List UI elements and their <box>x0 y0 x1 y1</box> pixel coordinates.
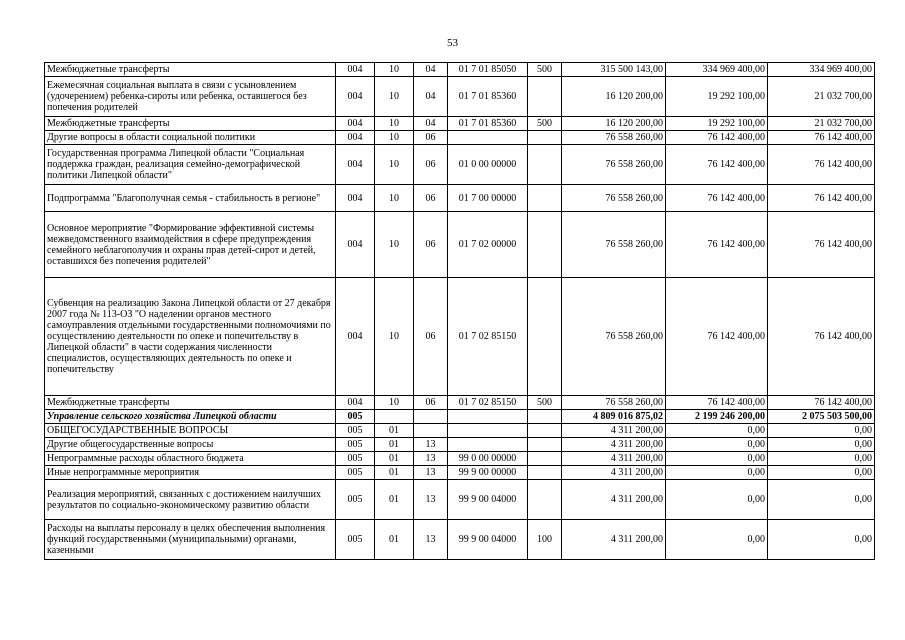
ministry-code-cell: 004 <box>336 131 375 145</box>
ministry-code-cell: 005 <box>336 424 375 438</box>
row-name-cell: Иные непрограммные мероприятия <box>45 466 336 480</box>
subsection-code-cell: 13 <box>414 438 448 452</box>
expense-type-cell <box>528 438 562 452</box>
expense-type-cell: 500 <box>528 117 562 131</box>
amount-year3-cell: 0,00 <box>768 480 875 520</box>
amount-year3-cell: 334 969 400,00 <box>768 63 875 77</box>
amount-year3-cell: 76 142 400,00 <box>768 185 875 212</box>
section-code-cell: 10 <box>375 212 414 278</box>
amount-year3-cell: 0,00 <box>768 466 875 480</box>
subsection-code-cell: 04 <box>414 63 448 77</box>
section-code-cell <box>375 410 414 424</box>
row-name-cell: Межбюджетные трансферты <box>45 117 336 131</box>
target-article-cell: 01 7 02 85150 <box>448 278 528 396</box>
section-code-cell: 10 <box>375 77 414 117</box>
expense-type-cell <box>528 480 562 520</box>
amount-year2-cell: 76 142 400,00 <box>666 131 768 145</box>
amount-year2-cell: 76 142 400,00 <box>666 145 768 185</box>
row-name-cell: Непрограммные расходы областного бюджета <box>45 452 336 466</box>
section-code-cell: 01 <box>375 520 414 560</box>
table-row <box>45 396 875 410</box>
row-name-cell: Межбюджетные трансферты <box>45 396 336 410</box>
row-name-cell: Ежемесячная социальная выплата в связи с усыновлением (удочерением) ребенка-сироты или ребенка, оставшегося без попечения родителей <box>45 77 336 117</box>
amount-year1-cell: 76 558 260,00 <box>562 396 666 410</box>
amount-year2-cell: 0,00 <box>666 480 768 520</box>
section-code-cell: 10 <box>375 131 414 145</box>
amount-year3-cell: 76 142 400,00 <box>768 145 875 185</box>
row-name-cell: Основное мероприятие "Формирование эффективной системы межведомственного взаимодействия в сфере предупреждения семейного неблагополучия и охраны прав детей-сирот и детей, оставшихся без попечения родителей" <box>45 212 336 278</box>
table-row <box>45 480 875 520</box>
section-code-cell: 01 <box>375 452 414 466</box>
budget-table <box>44 62 875 560</box>
target-article-cell: 01 7 02 00000 <box>448 212 528 278</box>
amount-year1-cell: 16 120 200,00 <box>562 117 666 131</box>
subsection-code-cell: 04 <box>414 77 448 117</box>
table-row <box>45 438 875 452</box>
subsection-code-cell: 06 <box>414 131 448 145</box>
table-row <box>45 520 875 560</box>
expense-type-cell <box>528 410 562 424</box>
amount-year2-cell: 76 142 400,00 <box>666 396 768 410</box>
expense-type-cell <box>528 452 562 466</box>
target-article-cell: 01 7 01 85360 <box>448 77 528 117</box>
target-article-cell: 99 9 00 04000 <box>448 480 528 520</box>
amount-year1-cell: 4 311 200,00 <box>562 424 666 438</box>
amount-year2-cell: 76 142 400,00 <box>666 212 768 278</box>
subsection-code-cell: 06 <box>414 278 448 396</box>
table-row <box>45 278 875 396</box>
amount-year3-cell: 2 075 503 500,00 <box>768 410 875 424</box>
ministry-code-cell: 005 <box>336 438 375 452</box>
row-name-cell: Государственная программа Липецкой области "Социальная поддержка граждан, реализация семейно-демографической политики Липецкой области" <box>45 145 336 185</box>
row-name-cell: Управление сельского хозяйства Липецкой области <box>45 410 336 424</box>
row-name-cell: Подпрограмма "Благополучная семья - стабильность в регионе" <box>45 185 336 212</box>
amount-year1-cell: 16 120 200,00 <box>562 77 666 117</box>
expense-type-cell <box>528 185 562 212</box>
target-article-cell <box>448 410 528 424</box>
amount-year3-cell: 76 142 400,00 <box>768 396 875 410</box>
target-article-cell <box>448 131 528 145</box>
target-article-cell: 99 0 00 00000 <box>448 452 528 466</box>
table-row <box>45 63 875 77</box>
table-row <box>45 452 875 466</box>
expense-type-cell <box>528 145 562 185</box>
table-row <box>45 131 875 145</box>
row-name-cell: ОБЩЕГОСУДАРСТВЕННЫЕ ВОПРОСЫ <box>45 424 336 438</box>
amount-year2-cell: 0,00 <box>666 466 768 480</box>
subsection-code-cell: 06 <box>414 145 448 185</box>
expense-type-cell <box>528 424 562 438</box>
subsection-code-cell: 13 <box>414 520 448 560</box>
ministry-code-cell: 004 <box>336 278 375 396</box>
amount-year1-cell: 76 558 260,00 <box>562 278 666 396</box>
ministry-code-cell: 004 <box>336 396 375 410</box>
ministry-code-cell: 005 <box>336 410 375 424</box>
ministry-code-cell: 005 <box>336 466 375 480</box>
section-code-cell: 01 <box>375 424 414 438</box>
amount-year3-cell: 21 032 700,00 <box>768 77 875 117</box>
row-name-cell: Реализация мероприятий, связанных с достижением наилучших результатов по социально-экономическому развитию области <box>45 480 336 520</box>
expense-type-cell <box>528 278 562 396</box>
subsection-code-cell: 13 <box>414 480 448 520</box>
subsection-code-cell: 06 <box>414 396 448 410</box>
ministry-code-cell: 005 <box>336 520 375 560</box>
amount-year1-cell: 4 311 200,00 <box>562 452 666 466</box>
amount-year1-cell: 76 558 260,00 <box>562 185 666 212</box>
amount-year1-cell: 4 809 016 875,02 <box>562 410 666 424</box>
table-row <box>45 117 875 131</box>
expense-type-cell: 500 <box>528 396 562 410</box>
expense-type-cell <box>528 131 562 145</box>
amount-year3-cell: 21 032 700,00 <box>768 117 875 131</box>
amount-year2-cell: 0,00 <box>666 452 768 466</box>
amount-year3-cell: 0,00 <box>768 520 875 560</box>
expense-type-cell <box>528 466 562 480</box>
table-row <box>45 424 875 438</box>
amount-year2-cell: 76 142 400,00 <box>666 278 768 396</box>
table-row <box>45 212 875 278</box>
target-article-cell: 01 7 01 85360 <box>448 117 528 131</box>
ministry-code-cell: 004 <box>336 185 375 212</box>
target-article-cell <box>448 424 528 438</box>
section-code-cell: 01 <box>375 466 414 480</box>
amount-year3-cell: 0,00 <box>768 424 875 438</box>
expense-type-cell <box>528 212 562 278</box>
table-body <box>45 63 875 560</box>
ministry-code-cell: 004 <box>336 117 375 131</box>
table-row <box>45 410 875 424</box>
section-code-cell: 01 <box>375 480 414 520</box>
ministry-code-cell: 004 <box>336 77 375 117</box>
expense-type-cell <box>528 77 562 117</box>
section-code-cell: 10 <box>375 145 414 185</box>
target-article-cell: 01 7 00 00000 <box>448 185 528 212</box>
section-code-cell: 10 <box>375 185 414 212</box>
amount-year1-cell: 4 311 200,00 <box>562 520 666 560</box>
ministry-code-cell: 005 <box>336 480 375 520</box>
table-row <box>45 145 875 185</box>
table-row <box>45 77 875 117</box>
ministry-code-cell: 004 <box>336 145 375 185</box>
amount-year1-cell: 76 558 260,00 <box>562 131 666 145</box>
ministry-code-cell: 004 <box>336 63 375 77</box>
amount-year3-cell: 0,00 <box>768 438 875 452</box>
target-article-cell: 01 7 02 85150 <box>448 396 528 410</box>
amount-year2-cell: 76 142 400,00 <box>666 185 768 212</box>
table-row <box>45 185 875 212</box>
amount-year3-cell: 0,00 <box>768 452 875 466</box>
ministry-code-cell: 005 <box>336 452 375 466</box>
expense-type-cell: 500 <box>528 63 562 77</box>
row-name-cell: Межбюджетные трансферты <box>45 63 336 77</box>
row-name-cell: Другие вопросы в области социальной политики <box>45 131 336 145</box>
expense-type-cell: 100 <box>528 520 562 560</box>
amount-year1-cell: 4 311 200,00 <box>562 466 666 480</box>
target-article-cell: 99 9 00 04000 <box>448 520 528 560</box>
amount-year2-cell: 0,00 <box>666 424 768 438</box>
amount-year3-cell: 76 142 400,00 <box>768 212 875 278</box>
subsection-code-cell: 13 <box>414 466 448 480</box>
amount-year1-cell: 76 558 260,00 <box>562 145 666 185</box>
amount-year1-cell: 76 558 260,00 <box>562 212 666 278</box>
target-article-cell: 01 0 00 00000 <box>448 145 528 185</box>
subsection-code-cell: 06 <box>414 212 448 278</box>
amount-year1-cell: 315 500 143,00 <box>562 63 666 77</box>
target-article-cell: 01 7 01 85050 <box>448 63 528 77</box>
amount-year2-cell: 19 292 100,00 <box>666 77 768 117</box>
subsection-code-cell: 04 <box>414 117 448 131</box>
amount-year3-cell: 76 142 400,00 <box>768 131 875 145</box>
target-article-cell: 99 9 00 00000 <box>448 466 528 480</box>
section-code-cell: 10 <box>375 396 414 410</box>
subsection-code-cell <box>414 424 448 438</box>
amount-year3-cell: 76 142 400,00 <box>768 278 875 396</box>
section-code-cell: 10 <box>375 63 414 77</box>
table-row <box>45 466 875 480</box>
amount-year2-cell: 0,00 <box>666 520 768 560</box>
section-code-cell: 01 <box>375 438 414 452</box>
amount-year2-cell: 19 292 100,00 <box>666 117 768 131</box>
ministry-code-cell: 004 <box>336 212 375 278</box>
section-code-cell: 10 <box>375 117 414 131</box>
section-code-cell: 10 <box>375 278 414 396</box>
amount-year2-cell: 2 199 246 200,00 <box>666 410 768 424</box>
row-name-cell: Другие общегосударственные вопросы <box>45 438 336 452</box>
subsection-code-cell: 13 <box>414 452 448 466</box>
subsection-code-cell: 06 <box>414 185 448 212</box>
amount-year2-cell: 334 969 400,00 <box>666 63 768 77</box>
row-name-cell: Расходы на выплаты персоналу в целях обеспечения выполнения функций государственными (муниципальными) органами, казенными <box>45 520 336 560</box>
page-number: 53 <box>447 37 458 49</box>
amount-year2-cell: 0,00 <box>666 438 768 452</box>
amount-year1-cell: 4 311 200,00 <box>562 438 666 452</box>
row-name-cell: Субвенция на реализацию Закона Липецкой области от 27 декабря 2007 года № 113-ОЗ "О наделении органов местного самоуправления отдельными государственными полномочиями по осуществлению деятельности по опеке и попечительству в Липецкой области" в части содержания численности специалистов, осуществляющих деятельность по опеке и попечительству <box>45 278 336 396</box>
target-article-cell <box>448 438 528 452</box>
amount-year1-cell: 4 311 200,00 <box>562 480 666 520</box>
subsection-code-cell <box>414 410 448 424</box>
